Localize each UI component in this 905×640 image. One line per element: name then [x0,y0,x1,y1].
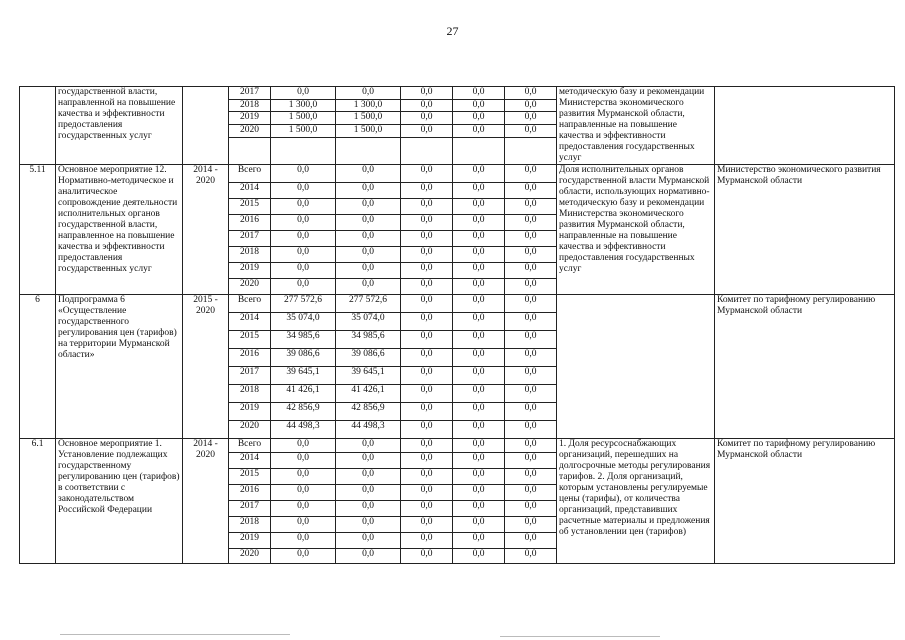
value-cell: 0,0 [336,87,401,100]
value-cell: 0,0 [505,112,557,125]
year-cell: 2018 [229,247,271,263]
value-cell: 0,0 [505,349,557,367]
value-cell: 0,0 [271,199,336,215]
value-cell: 39 086,6 [336,349,401,367]
year-cell: 2017 [229,501,271,517]
year-cell: 2015 [229,331,271,349]
value-cell: 42 856,9 [271,403,336,421]
value-cell: 39 645,1 [336,367,401,385]
table-row [20,439,895,453]
executor: Комитет по тарифному регулированию Мурманской области [715,439,895,564]
value-cell: 0,0 [505,247,557,263]
value-cell: 0,0 [505,279,557,295]
value-cell: 0,0 [453,87,505,100]
value-cell: 0,0 [336,279,401,295]
value-cell: 0,0 [401,87,453,100]
value-cell: 0,0 [505,439,557,453]
value-cell: 0,0 [505,517,557,533]
year-cell: Всего [229,295,271,313]
value-cell: 0,0 [271,87,336,100]
value-cell: 39 086,6 [271,349,336,367]
value-cell: 0,0 [401,367,453,385]
value-cell: 0,0 [505,469,557,485]
value-cell: 0,0 [336,439,401,453]
value-cell: 39 645,1 [271,367,336,385]
value-cell: 0,0 [401,533,453,549]
value-cell: 0,0 [401,263,453,279]
table-row [20,165,895,183]
scan-artifact [60,634,290,635]
executor: Комитет по тарифному регулированию Мурманской области [715,295,895,439]
value-cell: 0,0 [401,165,453,183]
year-cell: Всего [229,439,271,453]
value-cell: 0,0 [401,215,453,231]
value-cell: 0,0 [505,331,557,349]
year-cell [229,137,271,164]
year-cell: 2016 [229,215,271,231]
period: 2014 - 2020 [183,439,229,564]
value-cell: 1 300,0 [336,99,401,112]
value-cell: 0,0 [505,231,557,247]
value-cell: 0,0 [453,231,505,247]
value-cell: 0,0 [271,183,336,199]
value-cell: 0,0 [336,247,401,263]
value-cell: 0,0 [453,199,505,215]
year-cell: 2016 [229,485,271,501]
table-row [20,87,895,100]
year-cell: 2018 [229,385,271,403]
value-cell: 0,0 [401,549,453,564]
item-name: Основное мероприятие 1. Установление подлежащих государственному регулированию цен (тарифов) в соответствии с законодательством Российской Федерации [56,439,183,564]
value-cell: 0,0 [401,453,453,469]
value-cell: 0,0 [505,215,557,231]
value-cell: 0,0 [453,533,505,549]
item-number: 6 [20,295,56,439]
page-number: 27 [446,24,459,38]
value-cell: 0,0 [453,215,505,231]
value-cell: 0,0 [453,124,505,137]
item-number: 5.11 [20,165,56,295]
value-cell: 0,0 [505,87,557,100]
value-cell: 0,0 [505,124,557,137]
value-cell: 0,0 [271,485,336,501]
value-cell [401,137,453,164]
value-cell: 0,0 [336,485,401,501]
value-cell: 0,0 [453,469,505,485]
value-cell: 0,0 [336,165,401,183]
value-cell: 0,0 [401,183,453,199]
value-cell: 0,0 [453,403,505,421]
value-cell: 42 856,9 [336,403,401,421]
value-cell: 0,0 [336,183,401,199]
year-cell: 2015 [229,469,271,485]
year-cell: 2020 [229,279,271,295]
value-cell: 0,0 [453,99,505,112]
value-cell: 0,0 [453,385,505,403]
executor: Министерство экономического развития Мурманской области [715,165,895,295]
value-cell: 0,0 [453,313,505,331]
value-cell: 0,0 [453,279,505,295]
value-cell: 0,0 [453,349,505,367]
year-cell: 2014 [229,183,271,199]
value-cell: 0,0 [505,549,557,564]
value-cell: 1 500,0 [271,112,336,125]
value-cell: 34 985,6 [336,331,401,349]
scan-artifact [500,636,660,637]
table-row [20,295,895,313]
value-cell [453,137,505,164]
value-cell: 0,0 [453,263,505,279]
value-cell: 0,0 [271,165,336,183]
value-cell: 35 074,0 [336,313,401,331]
value-cell: 0,0 [505,403,557,421]
year-cell: 2020 [229,549,271,564]
value-cell: 277 572,6 [271,295,336,313]
value-cell: 0,0 [271,517,336,533]
value-cell: 0,0 [505,295,557,313]
value-cell: 0,0 [336,517,401,533]
year-cell: 2015 [229,199,271,215]
value-cell: 0,0 [271,279,336,295]
value-cell: 0,0 [401,403,453,421]
value-cell: 0,0 [505,263,557,279]
value-cell: 44 498,3 [271,421,336,439]
item-name: Основное мероприятие 12. Нормативно-методическое и аналитическое сопровождение деятельности исполнительных органов государственной власти, направленное на повышение качества и эффективности предоставления государственных услуг [56,165,183,295]
item-name: государственной власти, направленной на повышение качества и эффективности предоставления государственных услуг [56,87,183,165]
period: 2014 - 2020 [183,165,229,295]
value-cell [336,137,401,164]
value-cell: 0,0 [505,165,557,183]
value-cell: 0,0 [453,439,505,453]
value-cell: 0,0 [336,199,401,215]
value-cell: 1 500,0 [336,124,401,137]
value-cell: 0,0 [401,485,453,501]
value-cell: 0,0 [505,533,557,549]
value-cell: 277 572,6 [336,295,401,313]
value-cell: 0,0 [271,263,336,279]
value-cell: 0,0 [401,331,453,349]
value-cell: 0,0 [453,549,505,564]
value-cell: 0,0 [271,453,336,469]
value-cell: 0,0 [401,469,453,485]
year-cell: Всего [229,165,271,183]
value-cell [271,137,336,164]
value-cell: 0,0 [453,295,505,313]
value-cell: 0,0 [401,199,453,215]
value-cell: 0,0 [336,501,401,517]
value-cell: 0,0 [505,183,557,199]
value-cell: 0,0 [453,112,505,125]
value-cell: 0,0 [271,247,336,263]
value-cell: 44 498,3 [336,421,401,439]
value-cell: 0,0 [401,313,453,331]
value-cell: 0,0 [505,421,557,439]
value-cell: 0,0 [453,501,505,517]
year-cell: 2020 [229,124,271,137]
value-cell: 0,0 [271,231,336,247]
value-cell: 41 426,1 [271,385,336,403]
value-cell: 0,0 [271,501,336,517]
year-cell: 2014 [229,453,271,469]
item-number: 6.1 [20,439,56,564]
year-cell: 2017 [229,231,271,247]
year-cell: 2019 [229,112,271,125]
year-cell: 2019 [229,263,271,279]
value-cell: 1 300,0 [271,99,336,112]
value-cell: 0,0 [401,517,453,533]
value-cell: 0,0 [453,183,505,199]
value-cell: 0,0 [401,501,453,517]
value-cell: 0,0 [401,439,453,453]
period: 2015 - 2020 [183,295,229,439]
executor [715,87,895,165]
value-cell: 0,0 [336,231,401,247]
item-number [20,87,56,165]
value-cell: 0,0 [401,99,453,112]
value-cell: 0,0 [505,313,557,331]
program-table [19,86,895,564]
value-cell: 0,0 [453,485,505,501]
value-cell: 0,0 [505,485,557,501]
value-cell: 0,0 [453,421,505,439]
value-cell: 0,0 [505,199,557,215]
value-cell: 0,0 [401,247,453,263]
value-cell: 0,0 [401,295,453,313]
value-cell [505,137,557,164]
value-cell: 0,0 [401,385,453,403]
value-cell: 0,0 [453,331,505,349]
value-cell: 0,0 [336,263,401,279]
value-cell: 0,0 [453,517,505,533]
value-cell: 0,0 [336,533,401,549]
value-cell: 34 985,6 [271,331,336,349]
year-cell: 2017 [229,367,271,385]
value-cell: 0,0 [453,367,505,385]
value-cell: 0,0 [505,367,557,385]
year-cell: 2017 [229,87,271,100]
year-cell: 2020 [229,421,271,439]
value-cell: 41 426,1 [336,385,401,403]
value-cell: 0,0 [271,469,336,485]
indicator: 1. Доля ресурсоснабжающих организаций, перешедших на долгосрочные методы регулирования тарифов. 2. Доля организаций, которым установлены регулируемые цены (тарифы), от количества организаций, представивших расчетные материалы и предложения об установлении цен (тарифов) [557,439,715,564]
value-cell: 0,0 [271,533,336,549]
year-cell: 2018 [229,99,271,112]
value-cell: 0,0 [453,165,505,183]
value-cell: 0,0 [505,99,557,112]
indicator: Доля исполнительных органов государственной власти Мурманской области, использующих нормативно-методическую базу и рекомендации Министерства экономического развития Мурманской области, направленные на повышение качества и эффективности предоставления государственных услуг [557,165,715,295]
value-cell: 0,0 [401,421,453,439]
period [183,87,229,165]
item-name: Подпрограмма 6 «Осуществление государственного регулирования цен (тарифов) на территории Мурманской области» [56,295,183,439]
value-cell: 1 500,0 [271,124,336,137]
value-cell: 0,0 [401,231,453,247]
value-cell: 35 074,0 [271,313,336,331]
value-cell: 0,0 [336,453,401,469]
value-cell: 0,0 [336,549,401,564]
value-cell: 0,0 [401,112,453,125]
value-cell: 0,0 [271,549,336,564]
value-cell: 0,0 [271,439,336,453]
value-cell: 0,0 [453,453,505,469]
value-cell: 0,0 [453,247,505,263]
year-cell: 2018 [229,517,271,533]
indicator: методическую базу и рекомендации Министерства экономического развития Мурманской области, направленные на повышение качества и эффективности предоставления государственных услуг [557,87,715,165]
year-cell: 2016 [229,349,271,367]
value-cell: 0,0 [505,501,557,517]
year-cell: 2019 [229,403,271,421]
value-cell: 0,0 [401,279,453,295]
value-cell: 0,0 [505,385,557,403]
value-cell: 0,0 [336,469,401,485]
value-cell: 1 500,0 [336,112,401,125]
value-cell: 0,0 [401,349,453,367]
value-cell: 0,0 [505,453,557,469]
value-cell: 0,0 [401,124,453,137]
value-cell: 0,0 [271,215,336,231]
year-cell: 2014 [229,313,271,331]
indicator [557,295,715,439]
value-cell: 0,0 [336,215,401,231]
year-cell: 2019 [229,533,271,549]
